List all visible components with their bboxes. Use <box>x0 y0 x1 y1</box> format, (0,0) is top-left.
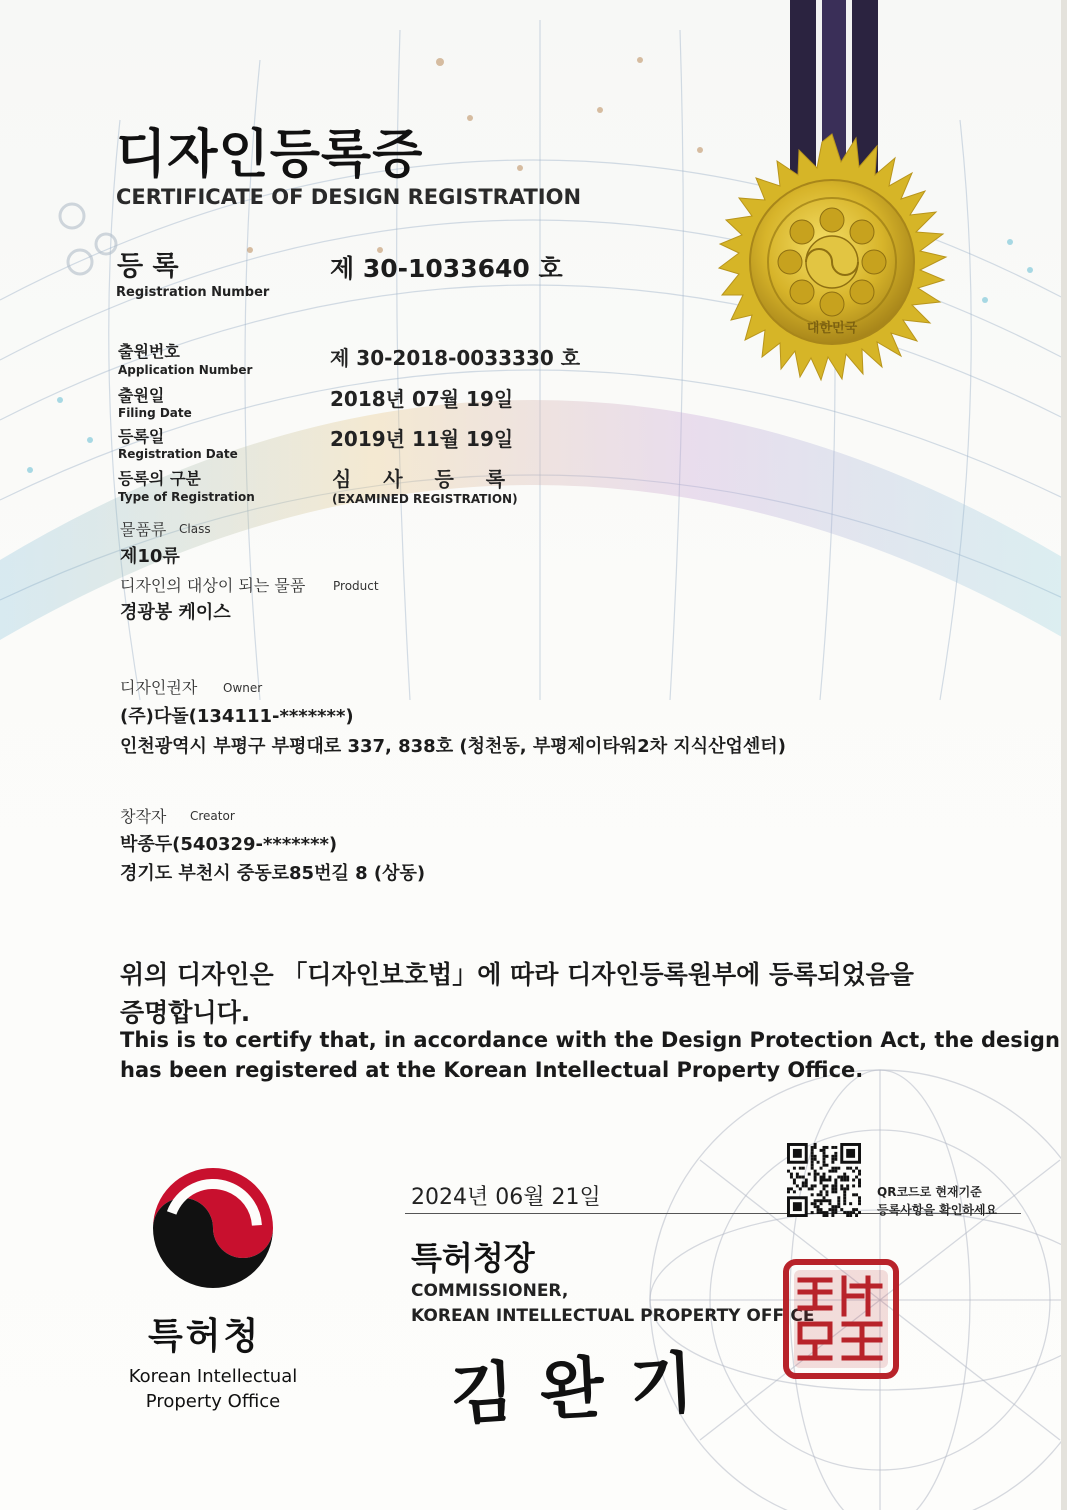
class-label: 물품류 <box>120 520 167 539</box>
agency-name-korean: 특허청 <box>148 1316 262 1357</box>
class-label-en: Class <box>179 522 211 536</box>
product-value: 경광봉 케이스 <box>120 602 231 623</box>
owner-address: 인천광역시 부평구 부평대로 337, 838호 (청천동, 부평제이타워2차 지식산업센터) <box>120 736 786 757</box>
creator-label: 창작자 <box>120 807 167 826</box>
creator-label-en: Creator <box>190 809 235 823</box>
creator-address: 경기도 부천시 중동로85번길 8 (상동) <box>120 863 426 884</box>
creator-name: 박종두(540329-*******) <box>120 834 338 855</box>
commissioner-title-english-line2: KOREAN INTELLECTUAL PROPERTY OFFICE <box>411 1306 815 1326</box>
registration-type-label: 등록의 구분 <box>118 469 201 488</box>
registration-number: 제 30-1033640 호 <box>330 254 563 283</box>
application-number-label: 출원번호 <box>118 342 180 361</box>
taegeuk-logo-icon <box>150 1165 276 1291</box>
title-korean: 디자인등록증 <box>116 125 424 185</box>
filing-date: 2018년 07월 19일 <box>330 387 514 411</box>
commissioner-signature: 김완기 <box>448 1341 722 1434</box>
application-number: 제 30-2018-0033330 호 <box>330 346 581 370</box>
registration-date-label-en: Registration Date <box>118 447 238 461</box>
gold-medal <box>719 134 946 380</box>
owner-label-en: Owner <box>223 681 263 695</box>
product-label: 디자인의 대상이 되는 물품 <box>120 576 306 595</box>
registration-label: 등 록 <box>117 251 179 282</box>
product-label-en: Product <box>333 579 379 593</box>
agency-name-english-line2: Property Office <box>145 1391 281 1412</box>
registration-type: 심 사 등 록 <box>332 467 512 491</box>
qr-code-icon[interactable] <box>787 1143 861 1217</box>
certification-english-line2: has been registered at the Korean Intellectual Property Office. <box>120 1058 864 1082</box>
qr-note-line2: 등록사항을 확인하세요 <box>877 1203 998 1217</box>
issue-date: 2024년 06월 21일 <box>411 1185 601 1210</box>
registration-date-label: 등록일 <box>118 427 165 446</box>
registration-type-en: (EXAMINED REGISTRATION) <box>332 492 518 506</box>
registration-label-en: Registration Number <box>116 285 270 300</box>
qr-note-line1: QR코드로 현재기준 <box>877 1185 982 1199</box>
owner-label: 디자인권자 <box>120 678 198 697</box>
registration-date: 2019년 11월 19일 <box>330 427 514 451</box>
title-english: CERTIFICATE OF DESIGN REGISTRATION <box>116 185 582 209</box>
medal-text: 대한민국 <box>806 321 858 336</box>
certification-english-line1: This is to certify that, in accordance with the Design Protection Act, the design <box>120 1028 1060 1052</box>
application-number-label-en: Application Number <box>118 363 253 377</box>
filing-date-label-en: Filing Date <box>118 406 192 420</box>
owner-name: (주)다돌(134111-*******) <box>120 706 354 727</box>
agency-name-english-line1: Korean Intellectual <box>128 1366 298 1387</box>
official-seal-stamp <box>782 1258 900 1380</box>
certification-korean-line1: 위의 디자인은 「디자인보호법」에 따라 디자인등록원부에 등록되었음을 <box>120 960 914 989</box>
certification-korean-line2: 증명합니다. <box>120 998 251 1027</box>
commissioner-title-korean: 특허청장 <box>411 1239 535 1277</box>
filing-date-label: 출원일 <box>118 386 165 405</box>
class-value: 제10류 <box>120 546 180 567</box>
registration-type-label-en: Type of Registration <box>118 490 255 504</box>
commissioner-title-english-line1: COMMISSIONER, <box>411 1281 569 1301</box>
